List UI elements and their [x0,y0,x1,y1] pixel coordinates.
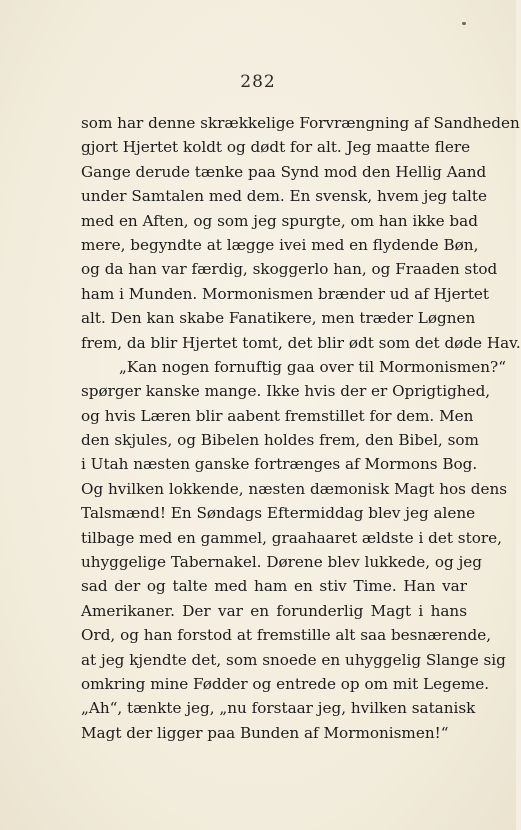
text-line: i Utah næsten ganske fortrænges af Mormons Bog. [81,455,478,474]
text-line: „Ah“, tænkte jeg, „nu forstaar jeg, hvilken satanisk [81,699,476,718]
text-line: sad der og talte med ham en stiv Time. Han var [81,577,467,596]
text-line: Magt der ligger paa Bunden af Mormonismen!“ [81,723,449,742]
text-line: frem, da blir Hjertet tomt, det blir ødt som det døde Hav. [81,333,521,352]
text-line: Talsmænd! En Søndags Eftermiddag blev jeg alene [81,504,476,523]
text-line: og da han var færdig, skoggerlo han, og Fraaden stod [81,260,498,279]
text-line: med en Aften, og som jeg spurgte, om han ikke bad [81,211,478,230]
text-line: som har denne skrækkelige Forvrængning af Sandheden [81,114,520,132]
ink-speck [462,22,466,25]
text-line: og hvis Læren blir aabent fremstillet for dem. Men [81,406,474,425]
body-text [81,111,521,745]
text-line: tilbage med en gammel, graahaaret ældste i det store, [81,528,502,547]
text-line: omkring mine Fødder og entrede op om mit Legeme. [81,674,490,693]
text-line: Amerikaner. Der var en forunderlig Magt i hans [81,601,467,620]
page-number: 282 [240,72,276,92]
text-line: gjort Hjertet koldt og dødt for alt. Jeg maatte flere [81,138,471,157]
text-line: uhyggelige Tabernakel. Dørene blev lukkede, og jeg [81,553,482,572]
text-line: under Samtalen med dem. En svensk, hvem jeg talte [81,187,487,206]
text-line: spørger kanske mange. Ikke hvis der er Oprigtighed, [81,382,491,401]
text-line: Gange derude tænke paa Synd mod den Hellig Aand [81,162,487,181]
text-line: den skjules, og Bibelen holdes frem, den Bibel, som [81,431,479,450]
text-line: at jeg kjendte det, som snoede en uhyggelig Slange sig [81,650,506,669]
text-line: Og hvilken lokkende, næsten dæmonisk Magt hos dens [81,479,508,498]
text-line: „Kan nogen fornuftig gaa over til Mormonismen?“ [119,357,506,376]
text-line: alt. Den kan skabe Fanatikere, men træder Løgnen [81,309,476,328]
text-line: Ord, og han forstod at fremstille alt saa besnærende, [81,626,492,645]
text-line: ham i Munden. Mormonismen brænder ud af Hjertet [81,284,490,303]
text-line: mere, begyndte at lægge ivei med en flydende Bøn, [81,235,479,254]
